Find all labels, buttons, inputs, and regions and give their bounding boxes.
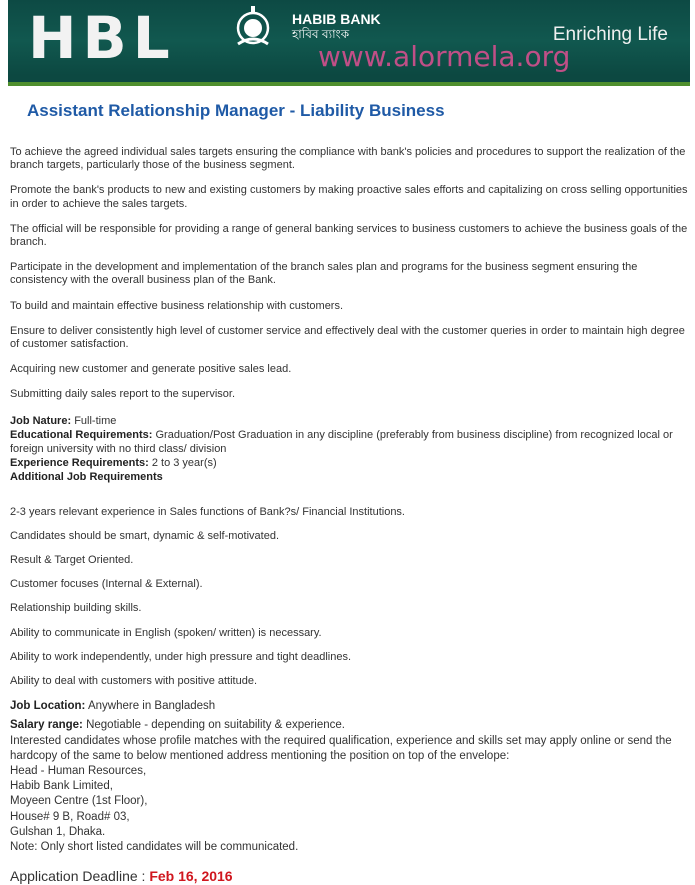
- application-info: [10, 699, 690, 884]
- requirement: Result & Target Oriented.: [10, 554, 134, 567]
- responsibility: To achieve the agreed individual sales targets ensuring the compliance with bank's policies and procedures to support the realization of the branch targets, particularly those of the business segment.: [10, 146, 686, 172]
- responsibility: Acquiring new customer and generate positive sales lead.: [10, 363, 292, 376]
- bank-emblem-icon: [230, 4, 276, 50]
- responsibility: Participate in the development and implementation of the branch sales plan and programs for the business segment ensuring the consistency with the overall business plan of the Bank.: [10, 261, 638, 287]
- requirement: Ability to communicate in English (spoken/ written) is necessary.: [10, 626, 322, 639]
- requirement: Ability to work independently, under high pressure and tight deadlines.: [10, 650, 352, 663]
- additional-requirements: [10, 506, 690, 689]
- apply-instructions: Interested candidates whose profile matches with the required qualification, experience and skills set may apply online or send the hardcopy of the same to below mentioned address mentioning the position on top of the envelope:: [10, 734, 672, 762]
- requirement: Customer focuses (Internal & External).: [10, 578, 203, 591]
- tagline: Enriching Life: [552, 24, 668, 45]
- deadline-date: Feb 16, 2016: [149, 868, 233, 885]
- experience-requirements: Experience Requirements: 2 to 3 year(s): [10, 456, 217, 469]
- address-line: Habib Bank Limited,: [10, 780, 113, 793]
- address-line: Moyeen Centre (1st Floor),: [10, 795, 148, 808]
- responsibility: Submitting daily sales report to the supervisor.: [10, 388, 236, 401]
- watermark: www.alormela.org: [318, 40, 571, 73]
- requirement: Candidates should be smart, dynamic & self-motivated.: [10, 529, 280, 542]
- additional-requirements-heading: Additional Job Requirements: [10, 470, 163, 483]
- header-banner: [8, 0, 690, 86]
- note: Note: Only short listed candidates will be communicated.: [10, 841, 299, 854]
- requirement: 2-3 years relevant experience in Sales functions of Bank?s/ Financial Institutions.: [10, 505, 405, 518]
- address-line: Head - Human Resources,: [10, 765, 147, 778]
- responsibility: Promote the bank's products to new and existing customers by making proactive sales efforts and capitalizing on cross selling opportunities in order to achieve the sales targets.: [10, 184, 688, 210]
- requirement: Ability to deal with customers with positive attitude.: [10, 675, 258, 688]
- job-info: [10, 414, 690, 484]
- educational-requirements: Educational Requirements: Graduation/Post Graduation in any discipline (preferably from business discipline) from recognized local or foreign university with no third class/ division: [10, 428, 673, 455]
- responsibility: The official will be responsible for providing a range of general banking services to business customers to achieve the business goals of the branch.: [10, 222, 688, 249]
- job-content: [10, 146, 690, 885]
- bank-name-bn: হাবিব ব্যাংক: [292, 27, 350, 41]
- address-line: Gulshan 1, Dhaka.: [10, 825, 106, 838]
- salary-range: Salary range: Negotiable - depending on suitability & experience.: [10, 719, 345, 732]
- address-line: House# 9 B, Road# 03,: [10, 810, 130, 823]
- responsibility: To build and maintain effective business relationship with customers.: [10, 299, 344, 312]
- responsibility: Ensure to deliver consistently high level of customer service and effectively deal with the customer queries in order to maintain high degree of customer satisfaction.: [10, 324, 685, 351]
- job-title: Assistant Relationship Manager - Liability Business: [27, 101, 445, 120]
- job-nature: Job Nature: Full-time: [10, 414, 117, 427]
- job-location: Job Location: Anywhere in Bangladesh: [10, 700, 216, 713]
- hbl-logo: HBL: [28, 4, 176, 72]
- bank-name: [292, 12, 381, 42]
- application-deadline: Application Deadline : Feb 16, 2016: [10, 868, 233, 885]
- requirement: Relationship building skills.: [10, 602, 142, 615]
- bank-name-en: HABIB BANK: [292, 11, 381, 27]
